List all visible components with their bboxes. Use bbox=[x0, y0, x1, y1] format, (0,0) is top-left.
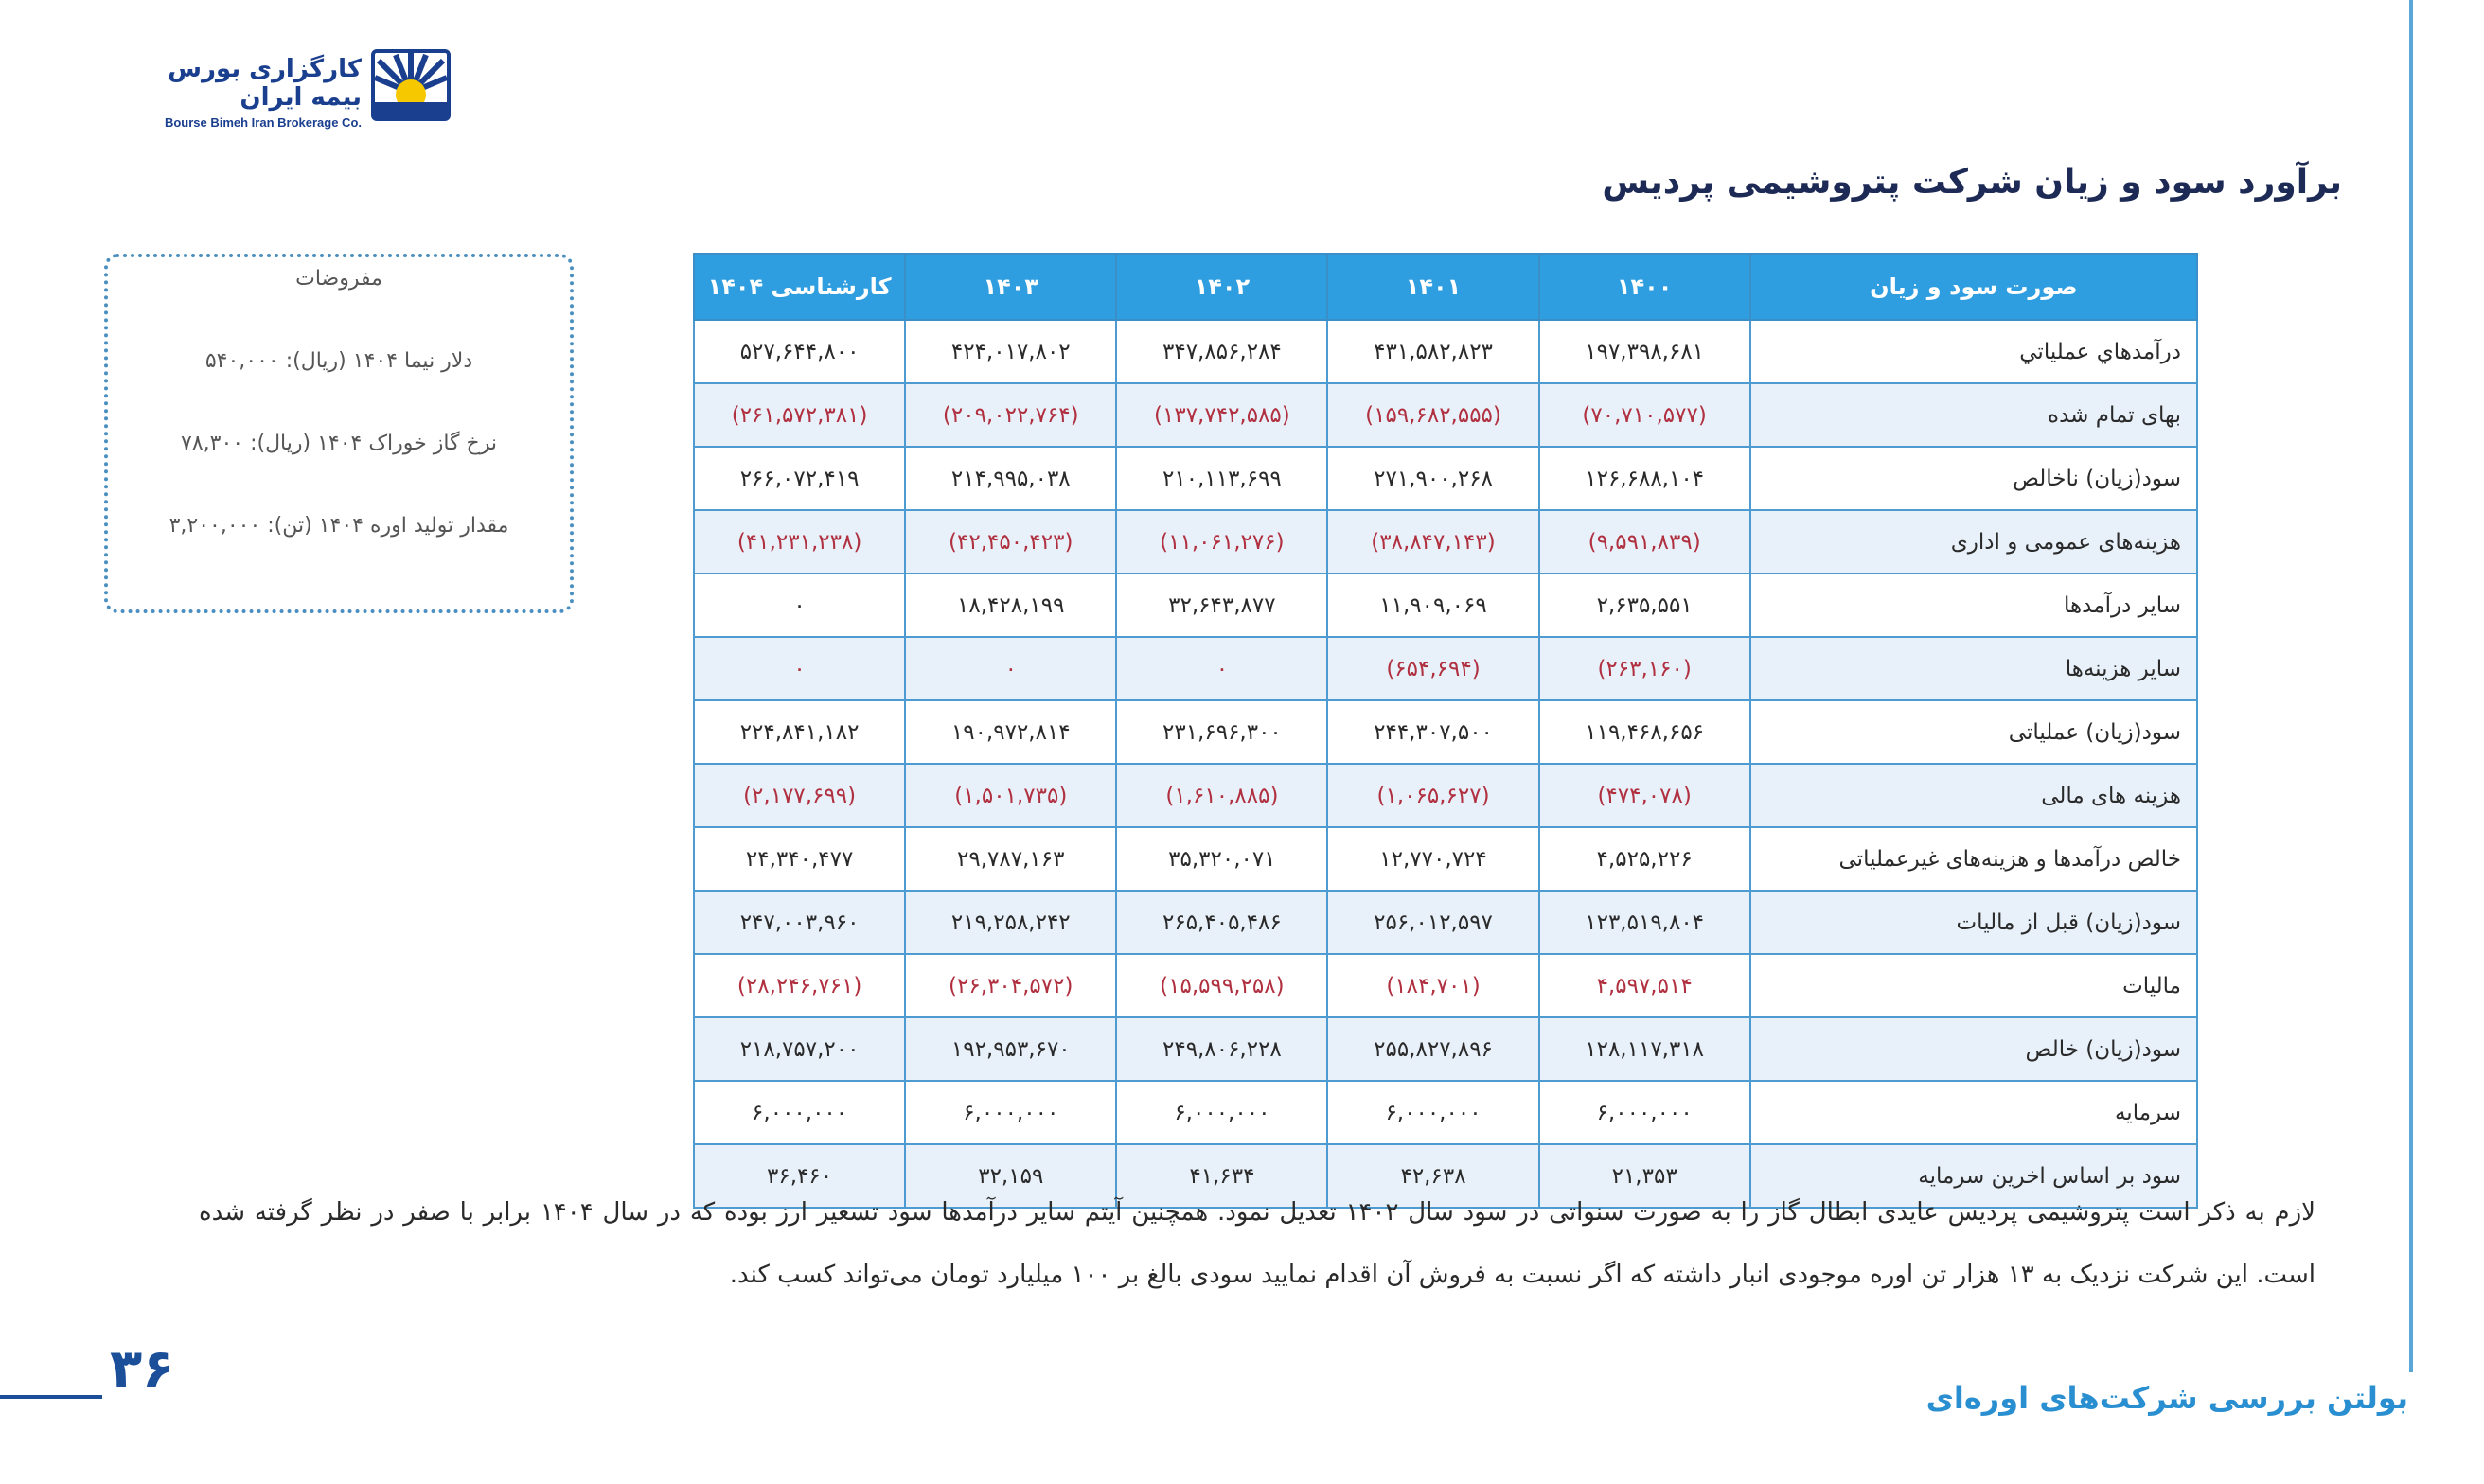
value-cell: (۴۲,۴۵۰,۴۲۳) bbox=[905, 510, 1116, 574]
header-cell: کارشناسی ۱۴۰۴ bbox=[694, 254, 905, 320]
row-label: مالیات bbox=[1750, 954, 2197, 1017]
assumptions-box bbox=[104, 254, 574, 613]
value-cell: (۴۱,۲۳۱,۲۳۸) bbox=[694, 510, 905, 574]
row-label: سود(زیان) عملیاتی bbox=[1750, 700, 2197, 764]
table-row bbox=[694, 954, 2197, 1017]
table-row bbox=[694, 383, 2197, 447]
table-row bbox=[694, 891, 2197, 954]
value-cell: ۲۱۹,۲۵۸,۲۴۲ bbox=[905, 891, 1116, 954]
value-cell: ۲۱,۳۵۳ bbox=[1539, 1144, 1750, 1208]
value-cell: ۴,۵۲۵,۲۲۶ bbox=[1539, 827, 1750, 891]
company-logo bbox=[115, 45, 475, 130]
row-label: هزینه های مالی bbox=[1750, 764, 2197, 827]
header-cell: ۱۴۰۳ bbox=[905, 254, 1116, 320]
value-cell: ۱۸,۴۲۸,۱۹۹ bbox=[905, 574, 1116, 637]
value-cell: (۱۵۹,۶۸۲,۵۵۵) bbox=[1327, 383, 1538, 447]
value-cell: ۵۲۷,۶۴۴,۸۰۰ bbox=[694, 320, 905, 383]
value-cell: (۱,۰۶۵,۶۲۷) bbox=[1327, 764, 1538, 827]
value-cell: ۰ bbox=[905, 637, 1116, 700]
header-cell: ۱۴۰۱ bbox=[1327, 254, 1538, 320]
value-cell: ۲۹,۷۸۷,۱۶۳ bbox=[905, 827, 1116, 891]
value-cell: ۶,۰۰۰,۰۰۰ bbox=[1116, 1081, 1327, 1144]
table-row bbox=[694, 637, 2197, 700]
value-cell: ۳۶,۴۶۰ bbox=[694, 1144, 905, 1208]
value-cell: (۲,۱۷۷,۶۹۹) bbox=[694, 764, 905, 827]
logo-name-en: Bourse Bimeh Iran Brokerage Co. bbox=[164, 115, 362, 130]
value-cell: ۱۹۷,۳۹۸,۶۸۱ bbox=[1539, 320, 1750, 383]
value-cell: ۲۴۴,۳۰۷,۵۰۰ bbox=[1327, 700, 1538, 764]
value-cell: ۰ bbox=[694, 574, 905, 637]
row-label: سایر هزینه‌ها bbox=[1750, 637, 2197, 700]
value-cell: ۲۴,۳۴۰,۴۷۷ bbox=[694, 827, 905, 891]
table-row bbox=[694, 764, 2197, 827]
row-label: سود(زیان) ناخالص bbox=[1750, 447, 2197, 510]
value-cell: ۳۴۷,۸۵۶,۲۸۴ bbox=[1116, 320, 1327, 383]
value-cell: (۲۶۱,۵۷۲,۳۸۱) bbox=[694, 383, 905, 447]
value-cell: (۱۸۴,۷۰۱) bbox=[1327, 954, 1538, 1017]
row-label: سود(زیان) قبل از مالیات bbox=[1750, 891, 2197, 954]
table-row bbox=[694, 447, 2197, 510]
row-label: هزینه‌های عمومی و اداری bbox=[1750, 510, 2197, 574]
value-cell: ۲۵۶,۰۱۲,۵۹۷ bbox=[1327, 891, 1538, 954]
table-row bbox=[694, 1081, 2197, 1144]
value-cell: ۴,۵۹۷,۵۱۴ bbox=[1539, 954, 1750, 1017]
value-cell: ۶,۰۰۰,۰۰۰ bbox=[905, 1081, 1116, 1144]
value-cell: ۴۱,۶۳۴ bbox=[1116, 1144, 1327, 1208]
value-cell: (۱,۵۰۱,۷۳۵) bbox=[905, 764, 1116, 827]
value-cell: (۲۶۳,۱۶۰) bbox=[1539, 637, 1750, 700]
value-cell: ۱۲۸,۱۱۷,۳۱۸ bbox=[1539, 1017, 1750, 1081]
sun-emblem-icon bbox=[371, 49, 451, 121]
row-label: بهای تمام شده bbox=[1750, 383, 2197, 447]
row-label: خالص درآمدها و هزینه‌های غیرعملیاتی bbox=[1750, 827, 2197, 891]
profit-loss-table bbox=[693, 253, 2198, 1209]
value-cell: ۰ bbox=[1116, 637, 1327, 700]
row-label: سرمایه bbox=[1750, 1081, 2197, 1144]
value-cell: (۲۶,۳۰۴,۵۷۲) bbox=[905, 954, 1116, 1017]
value-cell: (۳۸,۸۴۷,۱۴۳) bbox=[1327, 510, 1538, 574]
value-cell: ۱۲۶,۶۸۸,۱۰۴ bbox=[1539, 447, 1750, 510]
value-cell: (۲۸,۲۴۶,۷۶۱) bbox=[694, 954, 905, 1017]
value-cell: (۱۵,۵۹۹,۲۵۸) bbox=[1116, 954, 1327, 1017]
table-header-row bbox=[694, 254, 2197, 320]
footer-title: بولتن بررسی شرکت‌های اوره‌ای bbox=[1925, 1380, 2408, 1416]
table-row bbox=[694, 1017, 2197, 1081]
value-cell: ۱۹۲,۹۵۳,۶۷۰ bbox=[905, 1017, 1116, 1081]
table-row bbox=[694, 320, 2197, 383]
value-cell: ۲۱۸,۷۵۷,۲۰۰ bbox=[694, 1017, 905, 1081]
page-number-line bbox=[0, 1395, 102, 1399]
value-cell: ۲۳۱,۶۹۶,۳۰۰ bbox=[1116, 700, 1327, 764]
right-divider-line bbox=[2409, 0, 2413, 1372]
note-paragraph: لازم به ذکر است پتروشیمی پردیس عایدی ابطال گاز را به صورت سنواتی در سود سال ۱۴۰۲ تعدیل نمود. همچنین آیتم سایر درآمدها سود تسعیر ارز بوده که در سال ۱۴۰۴ برابر با صفر در نظر گرفته شده است. این شرکت نزدیک به ۱۳ هزار تن اوره موجودی انبار داشته که اگر نسبت به فروش آن اقدام نمایید سودی بالغ بر ۱۰۰ میلیارد تومان می‌تواند کسب کند. bbox=[199, 1198, 2316, 1289]
row-label: درآمدهاي عملیاتي bbox=[1750, 320, 2197, 383]
value-cell: (۹,۵۹۱,۸۳۹) bbox=[1539, 510, 1750, 574]
value-cell: ۲۴۷,۰۰۳,۹۶۰ bbox=[694, 891, 905, 954]
value-cell: ۱۲۳,۵۱۹,۸۰۴ bbox=[1539, 891, 1750, 954]
value-cell: (۷۰,۷۱۰,۵۷۷) bbox=[1539, 383, 1750, 447]
table-row bbox=[694, 510, 2197, 574]
value-cell: ۶,۰۰۰,۰۰۰ bbox=[1539, 1081, 1750, 1144]
row-label: سایر درآمدها bbox=[1750, 574, 2197, 637]
value-cell: ۱۲,۷۷۰,۷۲۴ bbox=[1327, 827, 1538, 891]
value-cell: ۴۲,۶۳۸ bbox=[1327, 1144, 1538, 1208]
value-cell: ۱۹۰,۹۷۲,۸۱۴ bbox=[905, 700, 1116, 764]
value-cell: ۲۱۰,۱۱۳,۶۹۹ bbox=[1116, 447, 1327, 510]
assumptions-heading: مفروضات bbox=[295, 267, 382, 291]
table-row bbox=[694, 574, 2197, 637]
row-label: سود(زیان) خالص bbox=[1750, 1017, 2197, 1081]
header-cell: ۱۴۰۲ bbox=[1116, 254, 1327, 320]
value-cell: ۲۲۴,۸۴۱,۱۸۲ bbox=[694, 700, 905, 764]
row-label: سود بر اساس اخرین سرمایه bbox=[1750, 1144, 2197, 1208]
value-cell: (۶۵۴,۶۹۴) bbox=[1327, 637, 1538, 700]
page-title: برآورد سود و زیان شرکت پتروشیمی پردیس bbox=[1602, 163, 2342, 202]
assumption-item: مقدار تولید اوره ۱۴۰۴ (تن): ۳,۲۰۰,۰۰۰ bbox=[169, 514, 509, 538]
header-cell: ۱۴۰۰ bbox=[1539, 254, 1750, 320]
value-cell: ۲,۶۳۵,۵۵۱ bbox=[1539, 574, 1750, 637]
table-row bbox=[694, 700, 2197, 764]
value-cell: ۱۱۹,۴۶۸,۶۵۶ bbox=[1539, 700, 1750, 764]
value-cell: (۱۳۷,۷۴۲,۵۸۵) bbox=[1116, 383, 1327, 447]
value-cell: (۴۷۴,۰۷۸) bbox=[1539, 764, 1750, 827]
value-cell: (۱,۶۱۰,۸۸۵) bbox=[1116, 764, 1327, 827]
assumption-item: نرخ گاز خوراک ۱۴۰۴ (ریال): ۷۸,۳۰۰ bbox=[181, 432, 497, 455]
value-cell: ۳۵,۳۲۰,۰۷۱ bbox=[1116, 827, 1327, 891]
value-cell: ۲۷۱,۹۰۰,۲۶۸ bbox=[1327, 447, 1538, 510]
value-cell: ۳۲,۱۵۹ bbox=[905, 1144, 1116, 1208]
value-cell: (۲۰۹,۰۲۲,۷۶۴) bbox=[905, 383, 1116, 447]
value-cell: ۲۵۵,۸۲۷,۸۹۶ bbox=[1327, 1017, 1538, 1081]
assumption-item: دلار نیما ۱۴۰۴ (ریال): ۵۴۰,۰۰۰ bbox=[204, 349, 473, 373]
value-cell: ۶,۰۰۰,۰۰۰ bbox=[694, 1081, 905, 1144]
header-cell: صورت سود و زیان bbox=[1750, 254, 2197, 320]
page-number: ۳۶ bbox=[110, 1338, 175, 1400]
value-cell: ۶,۰۰۰,۰۰۰ bbox=[1327, 1081, 1538, 1144]
value-cell: ۲۴۹,۸۰۶,۲۲۸ bbox=[1116, 1017, 1327, 1081]
value-cell: (۱۱,۰۶۱,۲۷۶) bbox=[1116, 510, 1327, 574]
value-cell: ۲۶۶,۰۷۲,۴۱۹ bbox=[694, 447, 905, 510]
value-cell: ۱۱,۹۰۹,۰۶۹ bbox=[1327, 574, 1538, 637]
table-row bbox=[694, 827, 2197, 891]
value-cell: ۳۲,۶۴۳,۸۷۷ bbox=[1116, 574, 1327, 637]
value-cell: ۲۶۵,۴۰۵,۴۸۶ bbox=[1116, 891, 1327, 954]
logo-name-fa: کارگزاری بورس بیمه ایران bbox=[168, 55, 362, 112]
value-cell: ۴۳۱,۵۸۲,۸۲۳ bbox=[1327, 320, 1538, 383]
value-cell: ۰ bbox=[694, 637, 905, 700]
value-cell: ۲۱۴,۹۹۵,۰۳۸ bbox=[905, 447, 1116, 510]
value-cell: ۴۲۴,۰۱۷,۸۰۲ bbox=[905, 320, 1116, 383]
